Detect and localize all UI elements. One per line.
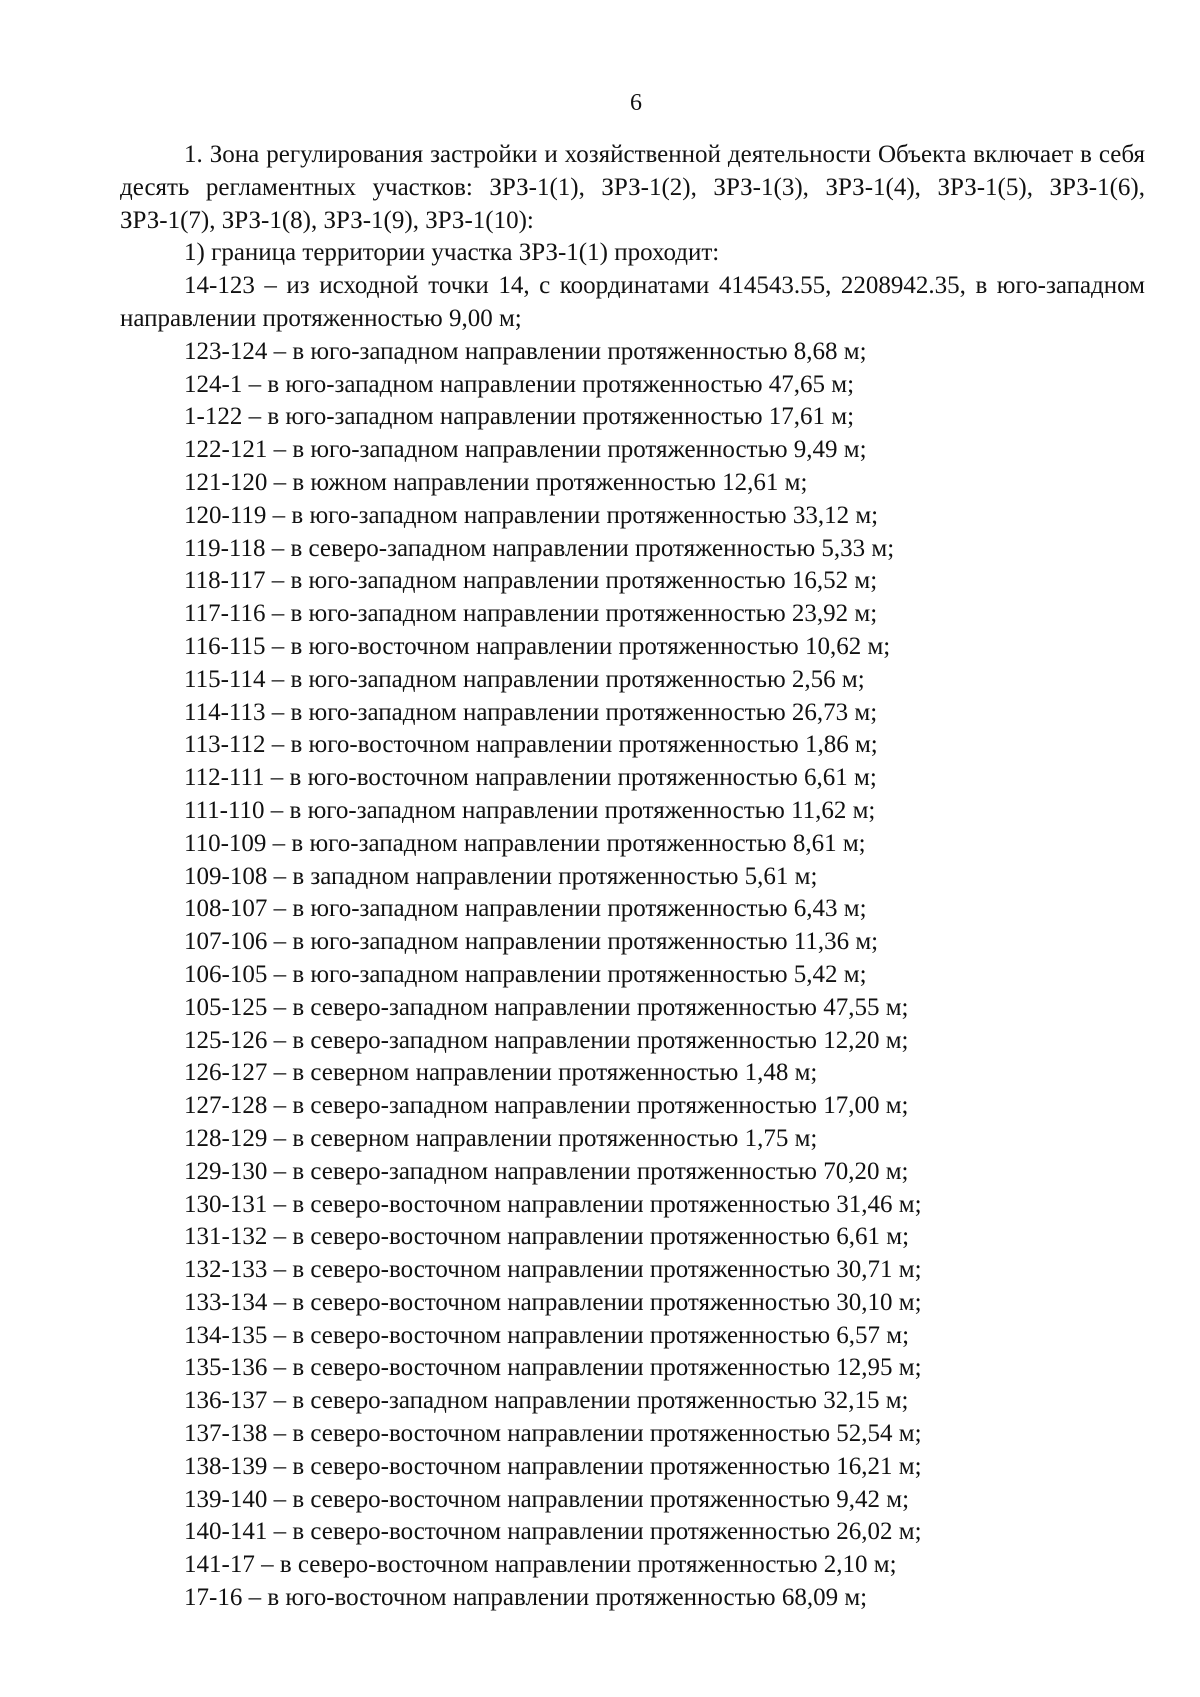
boundary-segment: 17-16 – в юго-восточном направлении протяженностью 68,09 м;: [184, 1584, 868, 1612]
boundary-segment: 141-17 – в северо-восточном направлении протяженностью 2,10 м;: [184, 1551, 897, 1579]
boundary-segment: 140-141 – в северо-восточном направлении протяженностью 26,02 м;: [184, 1518, 922, 1546]
intro-paragraph: 1. Зона регулирования застройки и хозяйственной деятельности Объекта включает в себя десять регламентных участков: ЗРЗ-1(1), ЗРЗ-1(2), ЗРЗ-1(3), ЗРЗ-1(4), ЗРЗ-1(5), ЗРЗ-1(6), ЗРЗ-1(7), ЗРЗ-1(8), ЗРЗ-1(9), ЗРЗ-1(10):: [120, 141, 1145, 234]
boundary-segment: 115-114 – в юго-западном направлении протяженностью 2,56 м;: [184, 665, 865, 693]
boundary-segment: 106-105 – в юго-западном направлении протяженностью 5,42 м;: [184, 960, 867, 988]
boundary-segment: 124-1 – в юго-западном направлении протяженностью 47,65 м;: [184, 370, 855, 398]
boundary-segment: 118-117 – в юго-западном направлении протяженностью 16,52 м;: [184, 567, 878, 595]
boundary-segment: 122-121 – в юго-западном направлении протяженностью 9,49 м;: [184, 436, 867, 464]
boundary-segment: 121-120 – в южном направлении протяженностью 12,61 м;: [184, 468, 808, 496]
subheading: 1) граница территории участка ЗРЗ-1(1) проходит:: [184, 239, 720, 267]
boundary-segment: 134-135 – в северо-восточном направлении протяженностью 6,57 м;: [184, 1321, 910, 1349]
boundary-segment: 126-127 – в северном направлении протяженностью 1,48 м;: [184, 1059, 818, 1087]
boundary-segment: 139-140 – в северо-восточном направлении протяженностью 9,42 м;: [184, 1485, 910, 1513]
boundary-segment: 132-133 – в северо-восточном направлении протяженностью 30,71 м;: [184, 1256, 922, 1284]
boundary-segment: 110-109 – в юго-западном направлении протяженностью 8,61 м;: [184, 829, 866, 857]
boundary-segment: 120-119 – в юго-западном направлении протяженностью 33,12 м;: [184, 501, 879, 529]
boundary-segment: 128-129 – в северном направлении протяженностью 1,75 м;: [184, 1124, 818, 1152]
boundary-segment: 109-108 – в западном направлении протяженностью 5,61 м;: [184, 862, 818, 890]
boundary-segment: 136-137 – в северо-западном направлении протяженностью 32,15 м;: [184, 1387, 909, 1415]
boundary-segment: 133-134 – в северо-восточном направлении протяженностью 30,10 м;: [184, 1288, 922, 1316]
first-boundary-segment: 14-123 – из исходной точки 14, с координатами 414543.55, 2208942.35, в юго-западном направлении протяженностью 9,00 м;: [120, 272, 1145, 332]
boundary-segment: 114-113 – в юго-западном направлении протяженностью 26,73 м;: [184, 698, 878, 726]
boundary-segment: 138-139 – в северо-восточном направлении протяженностью 16,21 м;: [184, 1452, 922, 1480]
boundary-segment: 116-115 – в юго-восточном направлении протяженностью 10,62 м;: [184, 632, 891, 660]
boundary-segment: 127-128 – в северо-западном направлении протяженностью 17,00 м;: [184, 1092, 909, 1120]
boundary-segment: 108-107 – в юго-западном направлении протяженностью 6,43 м;: [184, 895, 867, 923]
boundary-segment: 129-130 – в северо-западном направлении протяженностью 70,20 м;: [184, 1157, 909, 1185]
boundary-segment: 107-106 – в юго-западном направлении протяженностью 11,36 м;: [184, 928, 879, 956]
boundary-segment: 117-116 – в юго-западном направлении протяженностью 23,92 м;: [184, 600, 878, 628]
boundary-segment: 137-138 – в северо-восточном направлении протяженностью 52,54 м;: [184, 1420, 922, 1448]
boundary-segment: 131-132 – в северо-восточном направлении протяженностью 6,61 м;: [184, 1223, 910, 1251]
boundary-segment: 130-131 – в северо-восточном направлении протяженностью 31,46 м;: [184, 1190, 922, 1218]
boundary-segment: 123-124 – в юго-западном направлении протяженностью 8,68 м;: [184, 337, 867, 365]
boundary-segment: 135-136 – в северо-восточном направлении протяженностью 12,95 м;: [184, 1354, 922, 1382]
document-body: [120, 139, 1145, 1615]
page-number: 6: [630, 90, 642, 116]
boundary-segment: 119-118 – в северо-западном направлении протяженностью 5,33 м;: [184, 534, 895, 562]
boundary-segment: 113-112 – в юго-восточном направлении протяженностью 1,86 м;: [184, 731, 878, 759]
boundary-segment: 105-125 – в северо-западном направлении протяженностью 47,55 м;: [184, 993, 909, 1021]
boundary-segment: 111-110 – в юго-западном направлении протяженностью 11,62 м;: [184, 796, 876, 824]
boundary-segment-list: [120, 336, 1145, 1615]
boundary-segment: 125-126 – в северо-западном направлении протяженностью 12,20 м;: [184, 1026, 909, 1054]
boundary-segment: 1-122 – в юго-западном направлении протяженностью 17,61 м;: [184, 403, 855, 431]
boundary-segment: 112-111 – в юго-восточном направлении протяженностью 6,61 м;: [184, 764, 877, 792]
